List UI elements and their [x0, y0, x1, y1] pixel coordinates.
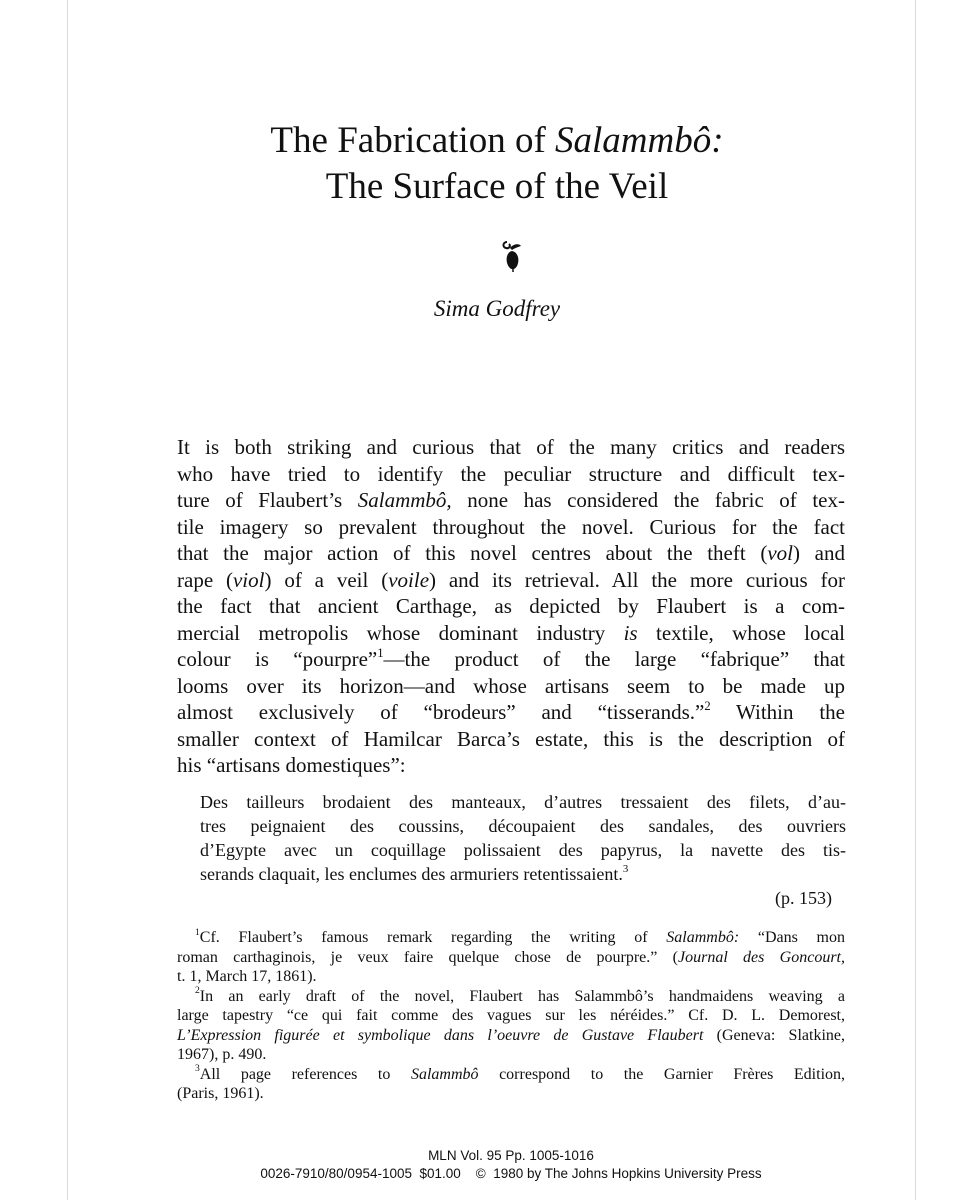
body-line: tile imagery so prevalent throughout the novel. Curious for the fact	[177, 514, 845, 539]
text-run: ) of a veil (	[264, 567, 389, 592]
fleuron-ornament-icon	[497, 238, 527, 274]
text-run: that the major action of this novel centres about the theft (	[177, 541, 768, 565]
footnote-2	[177, 987, 845, 1007]
footnote-line: t. 1, March 17, 1861).	[177, 968, 317, 985]
article-title	[177, 118, 817, 210]
italic-run: L’Expression figurée et symbolique dans l’oeuvre de Gustave Flaubert	[177, 1026, 704, 1044]
text-run: (Geneva: Slatkine,	[703, 1026, 845, 1044]
text-run: Cf. Flaubert’s famous remark regarding the writing of	[199, 929, 667, 946]
text-run: ture of Flaubert’s	[177, 488, 358, 512]
text-run: textile, whose local	[637, 620, 845, 645]
body-line	[177, 699, 845, 726]
title-line-1	[177, 118, 817, 164]
italic-run: Salammbô,	[357, 488, 452, 512]
footnote-ref-3[interactable]: 3	[622, 862, 629, 875]
italic-run: Journal des Goncourt,	[678, 948, 846, 966]
publisher-info	[177, 1147, 845, 1183]
footnote-line: 1967), p. 490.	[177, 1046, 267, 1063]
journal-citation: MLN Vol. 95 Pp. 1005-1016	[428, 1148, 594, 1163]
text-run: All page references to	[199, 1065, 411, 1083]
body-line: his “artisans domestiques”:	[177, 753, 406, 777]
quote-line: tres peignaient des coussins, découpaient des sandales, des ouvriers	[200, 816, 846, 836]
body-line	[177, 487, 845, 514]
footnote-number: 3	[195, 1063, 200, 1075]
footnote-3	[177, 1065, 845, 1085]
copyright-line: 0026-7910/80/0954-1005 $01.00 © 1980 by The Johns Hopkins University Press	[260, 1166, 762, 1181]
block-quote	[200, 790, 846, 910]
body-line: It is both striking and curious that of the many critics and readers	[177, 435, 845, 459]
page-edge-right	[915, 0, 916, 1200]
text-run: Within the	[710, 700, 845, 724]
body-line: who have tried to identify the peculiar structure and difficult tex-	[177, 461, 845, 486]
italic-run: voile	[388, 567, 430, 592]
quote-page-reference: (p. 153)	[775, 888, 832, 908]
text-run: ) and its retrieval. All the more curious for	[429, 567, 845, 592]
text-run: “Dans mon	[739, 929, 846, 946]
body-paragraph	[177, 434, 845, 779]
italic-run: is	[623, 620, 638, 645]
italic-run: viol	[232, 567, 265, 592]
text-run: rape (	[177, 567, 233, 592]
text-run: —the product of the large “fabrique” that	[383, 647, 845, 671]
text-run: In an early draft of the novel, Flaubert has Salammbô’s handmaidens weaving a	[199, 987, 845, 1005]
text-run: correspond to the Garnier Frères Edition,	[478, 1065, 846, 1083]
italic-run: Salammbô	[410, 1065, 479, 1083]
text-run: almost exclusively of “brodeurs” and “tisserands.”	[177, 700, 705, 724]
quote-line: Des tailleurs brodaient des manteaux, d’autres tressaient des filets, d’au-	[200, 792, 846, 812]
footnote-number: 2	[195, 985, 200, 997]
footnotes	[177, 928, 845, 1104]
body-line: the fact that ancient Carthage, as depicted by Flaubert is a com-	[177, 594, 845, 618]
page-edge-left	[67, 0, 68, 1200]
footnote-1	[177, 928, 845, 948]
text-run: ) and	[793, 541, 845, 565]
title-italic-salammbo: Salammbô:	[555, 120, 724, 161]
text-run: none has considered the fabric of tex-	[451, 488, 845, 512]
text-run: serands claquait, les enclumes des armuriers retentissaient.	[200, 864, 623, 884]
footnote-number: 1	[195, 926, 200, 938]
body-line: smaller context of Hamilcar Barca’s estate, this is the description of	[177, 726, 845, 751]
footnote-line: large tapestry “ce qui fait comme des vagues sur les néréides.” Cf. D. L. Demorest,	[177, 1007, 845, 1024]
quote-line: d’Egypte avec un coquillage polissaient des papyrus, la navette des tis-	[200, 840, 846, 860]
footnote-line: (Paris, 1961).	[177, 1085, 264, 1102]
footnote-line	[177, 948, 845, 968]
text-run: colour is “pourpre”	[177, 647, 378, 671]
title-line-2: The Surface of the Veil	[325, 166, 669, 207]
footnote-line	[177, 1026, 845, 1046]
title-text: The Fabrication of	[270, 120, 556, 161]
text-run: mercial metropolis whose dominant industry	[177, 620, 624, 645]
footnote-ref-2[interactable]: 2	[704, 698, 711, 713]
italic-run: Salammbô:	[666, 929, 740, 946]
body-line	[177, 646, 845, 673]
body-line	[177, 620, 845, 647]
text-run: roman carthaginois, je veux faire quelque chose de pourpre.” (	[177, 948, 678, 966]
body-line	[177, 567, 845, 594]
quote-line	[200, 862, 846, 886]
footnote-ref-1[interactable]: 1	[377, 645, 384, 660]
italic-run: vol	[767, 541, 794, 565]
body-line	[177, 540, 845, 567]
author-name: Sima Godfrey	[433, 296, 561, 321]
body-line: looms over its horizon—and whose artisans seem to be made up	[177, 673, 845, 698]
